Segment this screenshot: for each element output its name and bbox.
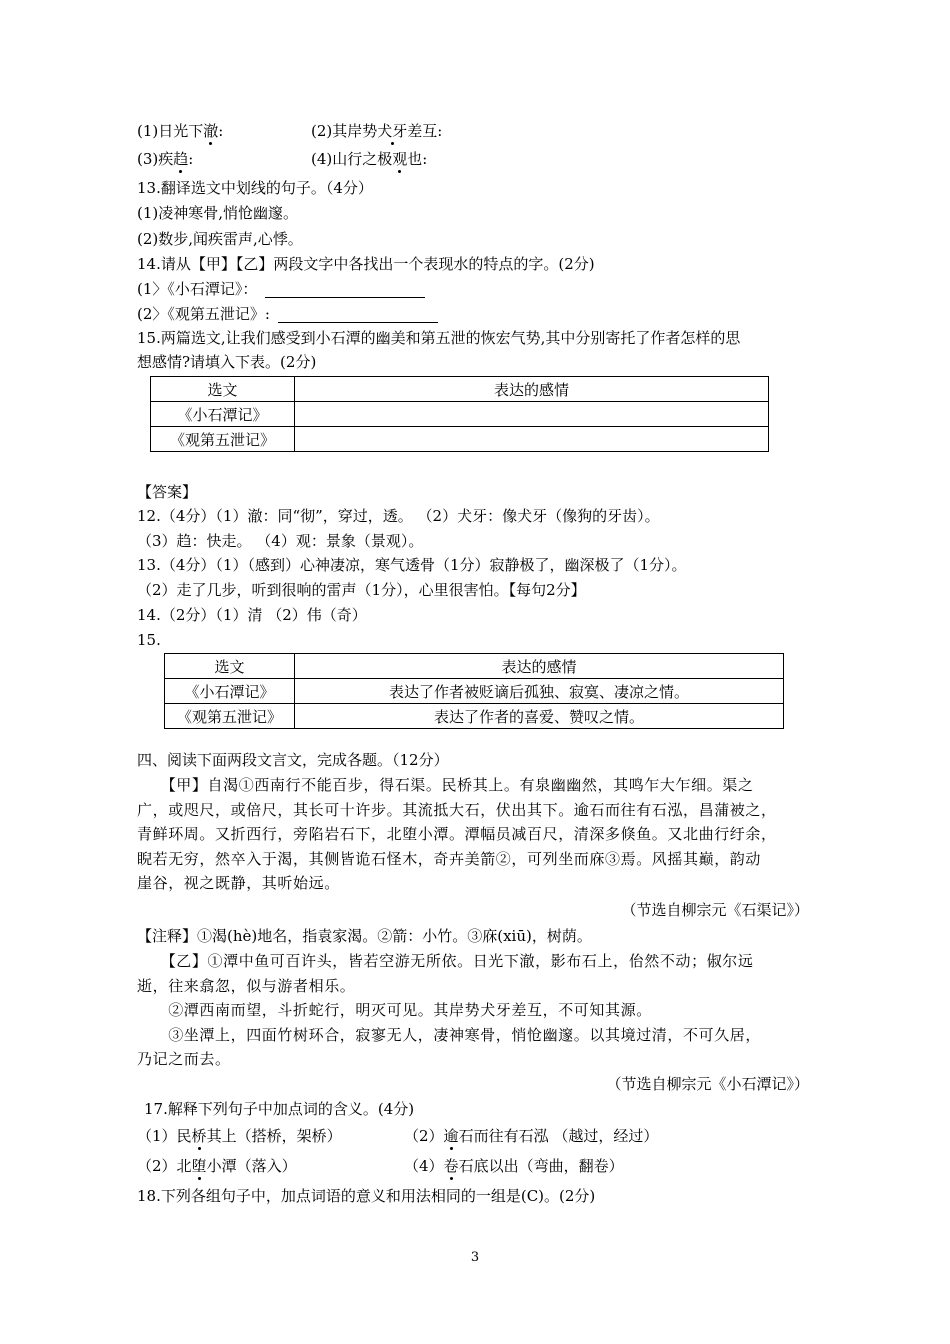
answer-15-table (164, 653, 784, 729)
answer-blank[interactable] (265, 283, 425, 298)
q17-item-4: （4）卷石底以出（弯曲，翻卷） (404, 1157, 624, 1175)
table-header-text: 选文 (165, 654, 295, 679)
q17-title: 17.解释下列句子中加点词的含义。(4分) (144, 1100, 415, 1118)
answer-13-line-2: （2）走了几步，听到很响的雷声（1分），心里很害怕。【每句2分】 (137, 581, 586, 599)
passage-notes: 【注释】①渴(hè)地名，指袁家渴。②箭：小竹。③庥(xiū)，树荫。 (137, 927, 592, 945)
table-row-answer: 表达了作者的喜爱、赞叹之情。 (295, 704, 784, 729)
q14-item-a: (1〉《小石潭记》： (137, 279, 425, 299)
q14-item-b: (2〉《观第五泄记》: (137, 304, 438, 324)
table-row-title: 《观第五泄记》 (151, 427, 295, 452)
section-4-title: 四、阅读下面两段文言文，完成各题。（12分） (137, 751, 449, 769)
answer-14: 14.（2分）（1）清 （2）伟（奇） (137, 606, 367, 624)
answer-13-line-1: 13.（4分）（1）（感到）心神凄凉，寒气透骨（1分）寂静极了，幽深极了（1分）。 (137, 556, 687, 574)
answer-cell[interactable] (295, 402, 769, 427)
q12-item-4: (4)山行之极观也: (311, 150, 428, 168)
passage-yi-source: （节选自柳宗元《小石潭记》） (606, 1075, 809, 1093)
q12-item-3: (3)疾趋: (137, 150, 194, 168)
passage-jia (137, 773, 812, 896)
table-row-title: 《小石潭记》 (165, 679, 295, 704)
table-header-emotion: 表达的感情 (295, 377, 769, 402)
answer-12-line-2: （3）趋：快走。 （4）观：景象（景观）。 (137, 532, 424, 550)
passage-jia-source: （节选自柳宗元《石渠记》） (621, 901, 809, 919)
table-row-title: 《观第五泄记》 (165, 704, 295, 729)
passage-line: 【甲】自渴①西南行不能百步，得石渠。民桥其上。有泉幽幽然，其鸣乍大乍细。渠之 (137, 776, 754, 794)
q12-item-2: (2)其岸势犬牙差互: (311, 122, 443, 140)
passage-line: 青鲜环周。又折西行，旁陷岩石下，北堕小潭。潭幅员减百尺，清深多倏鱼。又北曲行纡余， (137, 825, 777, 844)
passage-line: 广，或咫尺，或倍尺，其长可十许步。其流抵大石，伏出其下。逾石而往有石泓，昌蒲被之， (137, 800, 777, 819)
q13-sentence-2: (2)数步,闻疾雷声,心悸。 (137, 230, 303, 248)
q17-item-1: （1）民桥其上（搭桥，架桥） (137, 1127, 342, 1145)
passage-line: 崖谷，视之既静，其听始远。 (137, 874, 340, 893)
q17-item-2: （2）逾石而往有石泓 （越过，经过） (404, 1127, 659, 1145)
q14-title: 14.请从【甲】【乙】两段文字中各找出一个表现水的特点的字。(2分) (137, 255, 595, 273)
answer-header: 【答案】 (137, 483, 198, 501)
passage-yi (137, 949, 812, 1072)
passage-line: ②潭西南而望，斗折蛇行，明灭可见。其岸势犬牙差互，不可知其源。 (137, 1001, 652, 1020)
table-header-emotion: 表达的感情 (295, 654, 784, 679)
page-number: 3 (470, 1250, 480, 1265)
q15-line-2: 想感情?请填入下表。(2分) (137, 353, 317, 371)
answer-12-line-1: 12.（4分）（1）澈：同“彻”，穿过，透。 （2）犬牙：像犬牙（像狗的牙齿）。 (137, 507, 660, 525)
q17-item-3: （2）北堕小潭（落入） (137, 1157, 297, 1175)
table-header-text: 选文 (151, 377, 295, 402)
passage-line: 逝，往来翕忽，似与游者相乐。 (137, 976, 356, 995)
answer-blank[interactable] (278, 308, 438, 323)
answer-15: 15. (137, 631, 161, 649)
passage-line: ③坐潭上，四面竹树环合，寂寥无人，凄神寒骨，悄怆幽邃。以其境过清，不可久居， (137, 1025, 762, 1044)
passage-line: 【乙】①潭中鱼可百许头，皆若空游无所依。日光下澈，影布石上，佁然不动；俶尔远 (137, 952, 754, 970)
passage-line: 乃记之而去。 (137, 1050, 231, 1069)
q13-title: 13.翻译选文中划线的句子。（4分） (137, 179, 373, 197)
passage-line: 睨若无穷，然卒入于渴，其侧皆诡石怪木，奇卉美箭②，可列坐而庥③焉。风摇其巅，韵动 (137, 849, 762, 868)
table-row-title: 《小石潭记》 (151, 402, 295, 427)
q18-title: 18.下列各组句子中，加点词语的意义和用法相同的一组是(C)。(2分) (137, 1187, 596, 1205)
q12-item-1: (1)日光下澈: (137, 122, 224, 140)
table-row-answer: 表达了作者被贬谪后孤独、寂寞、凄凉之情。 (295, 679, 784, 704)
q15-line-1: 15.两篇选文,让我们感受到小石潭的幽美和第五泄的恢宏气势,其中分别寄托了作者怎样的思 (137, 329, 741, 347)
q15-table (150, 376, 769, 452)
answer-cell[interactable] (295, 427, 769, 452)
q13-sentence-1: (1)凌神寒骨,悄怆幽邃。 (137, 204, 299, 222)
